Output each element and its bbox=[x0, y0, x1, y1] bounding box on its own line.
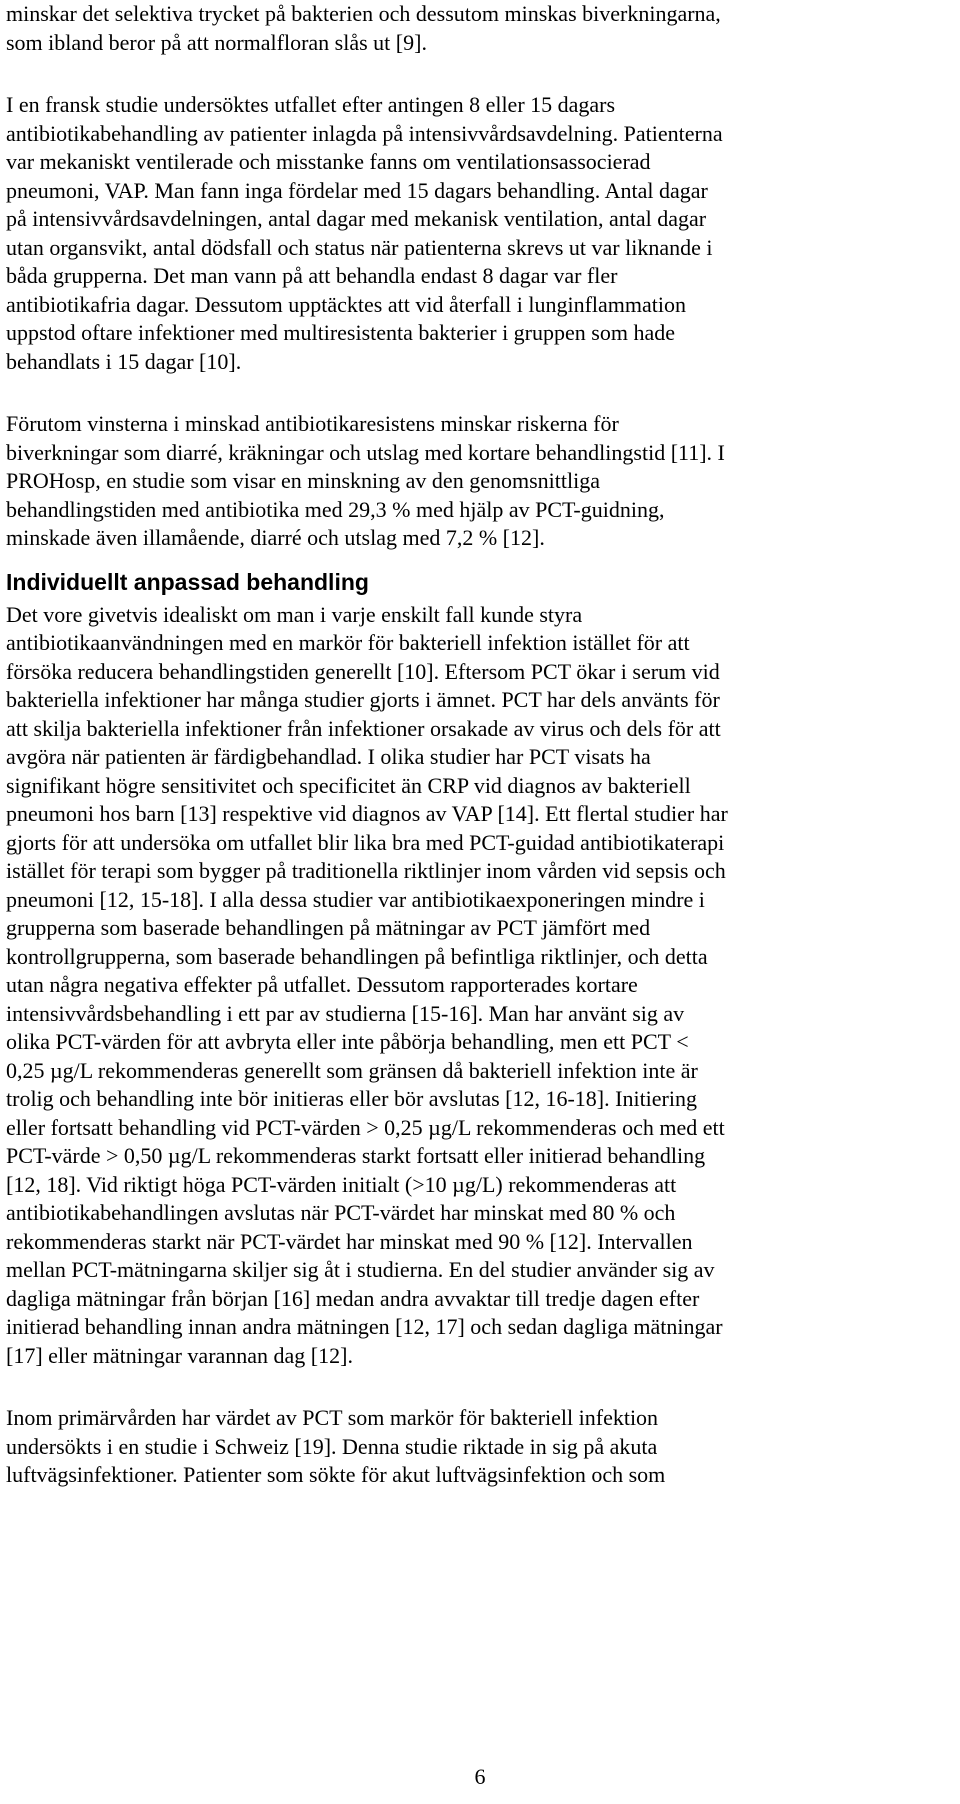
text-line: olika PCT-värden för att avbryta eller inte påbörja behandling, men ett PCT < bbox=[6, 1029, 689, 1054]
paragraph bbox=[6, 1404, 956, 1490]
text-line: 0,25 µg/L rekommenderas generellt som gränsen då bakteriell infektion inte är bbox=[6, 1057, 698, 1083]
text-line: antibiotikaanvändningen med en markör för bakteriell infektion istället för att bbox=[6, 630, 690, 655]
text-line: bakteriella infektioner har många studier gjorts i ämnet. PCT har dels använts för bbox=[6, 687, 720, 712]
text-line: istället för terapi som bygger på traditionella riktlinjer inom vården vid sepsis och bbox=[6, 858, 726, 883]
text-line: intensivvårdsbehandling i ett par av studierna [15-16]. Man har använt sig av bbox=[6, 1000, 685, 1026]
text-line: utan några negativa effekter på utfallet. Dessutom rapporterades kortare bbox=[6, 972, 638, 997]
text-line: rekommenderas starkt när PCT-värdet har minskat med 90 % [12]. Intervallen bbox=[6, 1228, 693, 1254]
paragraph bbox=[6, 0, 956, 57]
text-line: undersökts i en studie i Schweiz [19]. Denna studie riktade in sig på akuta bbox=[6, 1433, 658, 1459]
paragraph-gap bbox=[6, 57, 956, 91]
text-line: försöka reducera behandlingstiden generellt [10]. Eftersom PCT ökar i serum vid bbox=[6, 658, 720, 684]
text-line: båda grupperna. Det man vann på att behandla endast 8 dagar var fler bbox=[6, 263, 618, 288]
text-line: [12, 18]. Vid riktigt höga PCT-värden initialt (>10 µg/L) rekommenderas att bbox=[6, 1171, 677, 1197]
text-line: antibiotikabehandlingen avslutas när PCT-värdet har minskat med 80 % och bbox=[6, 1200, 676, 1225]
text-line: signifikant högre sensitivitet och specificitet än CRP vid diagnos av bakteriell bbox=[6, 772, 691, 798]
text-line: PCT-värde > 0,50 µg/L rekommenderas starkt fortsatt eller initierad behandling bbox=[6, 1143, 706, 1168]
text-line: som ibland beror på att normalfloran slås ut [9]. bbox=[6, 29, 427, 55]
text-line: grupperna som baserade behandlingen på mätningar av PCT jämfört med bbox=[6, 915, 651, 940]
text-line: behandlingstiden med antibiotika med 29,3 % med hjälp av PCT-guidning, bbox=[6, 496, 665, 522]
document-page bbox=[6, 0, 956, 1490]
text-line: luftvägsinfektioner. Patienter som sökte för akut luftvägsinfektion och som bbox=[6, 1462, 666, 1487]
paragraph bbox=[6, 410, 956, 553]
text-line: eller fortsatt behandling vid PCT-värden > 0,25 µg/L rekommenderas och med ett bbox=[6, 1114, 725, 1140]
text-line: I en fransk studie undersöktes utfallet efter antingen 8 eller 15 dagars bbox=[6, 92, 616, 117]
text-line: gjorts för att undersöka om utfallet blir lika bra med PCT-guidad antibiotikaterapi bbox=[6, 829, 725, 855]
text-line: antibiotikabehandling av patienter inlagda på intensivvårdsavdelning. Patienterna bbox=[6, 120, 723, 146]
text-line: var mekaniskt ventilerade och misstanke fanns om ventilationsassocierad bbox=[6, 149, 651, 174]
section-heading: Individuellt anpassad behandling bbox=[6, 568, 369, 595]
text-line: Förutom vinsterna i minskad antibiotikaresistens minskar riskerna för bbox=[6, 411, 619, 436]
text-line: avgöra när patienten är färdigbehandlad. I olika studier har PCT visats ha bbox=[6, 744, 651, 769]
text-line: pneumoni [12, 15-18]. I alla dessa studier var antibiotikaexponeringen mindre i bbox=[6, 886, 705, 912]
text-line: behandlats i 15 dagar [10]. bbox=[6, 348, 242, 374]
paragraph-gap bbox=[6, 376, 956, 410]
text-line: utan organsvikt, antal dödsfall och status när patienterna skrevs ut var liknande i bbox=[6, 234, 713, 260]
text-line: antibiotikafria dagar. Dessutom upptäcktes att vid återfall i lunginflammation bbox=[6, 291, 686, 317]
text-line: minskar det selektiva trycket på bakterien och dessutom minskas biverkningarna, bbox=[6, 1, 721, 26]
text-line: att skilja bakteriella infektioner från infektioner orsakade av virus och dels för att bbox=[6, 715, 721, 741]
text-line: trolig och behandling inte bör initieras eller bör avslutas [12, 16-18]. Initiering bbox=[6, 1086, 697, 1111]
text-line: Det vore givetvis idealiskt om man i varje enskilt fall kunde styra bbox=[6, 601, 583, 627]
text-line: kontrollgrupperna, som baserade behandlingen på befintliga riktlinjer, och detta bbox=[6, 943, 708, 969]
text-line: uppstod oftare infektioner med multiresistenta bakterier i gruppen som hade bbox=[6, 320, 675, 345]
text-line: dagliga mätningar från början [16] medan andra avvaktar till tredje dagen efter bbox=[6, 1285, 700, 1311]
text-line: pneumoni hos barn [13] respektive vid diagnos av VAP [14]. Ett flertal studier har bbox=[6, 801, 728, 826]
page-number: 6 bbox=[474, 1764, 486, 1789]
paragraph bbox=[6, 601, 956, 1371]
paragraph-gap bbox=[6, 1370, 956, 1404]
paragraph bbox=[6, 91, 956, 376]
text-line: pneumoni, VAP. Man fann inga fördelar med 15 dagars behandling. Antal dagar bbox=[6, 177, 708, 203]
text-line: minskade även illamående, diarré och utslag med 7,2 % [12]. bbox=[6, 525, 545, 550]
text-line: [17] eller mätningar varannan dag [12]. bbox=[6, 1342, 353, 1368]
text-line: initierad behandling innan andra mätningen [12, 17] och sedan dagliga mätningar bbox=[6, 1314, 723, 1339]
text-line: mellan PCT-mätningarna skiljer sig åt i studierna. En del studier använder sig av bbox=[6, 1257, 715, 1282]
text-line: på intensivvårdsavdelningen, antal dagar med mekanisk ventilation, antal dagar bbox=[6, 206, 707, 231]
text-line: Inom primärvården har värdet av PCT som markör för bakteriell infektion bbox=[6, 1405, 659, 1430]
text-line: biverkningar som diarré, kräkningar och utslag med kortare behandlingstid [11]. I bbox=[6, 439, 725, 465]
text-line: PROHosp, en studie som visar en minskning av den genomsnittliga bbox=[6, 468, 600, 493]
